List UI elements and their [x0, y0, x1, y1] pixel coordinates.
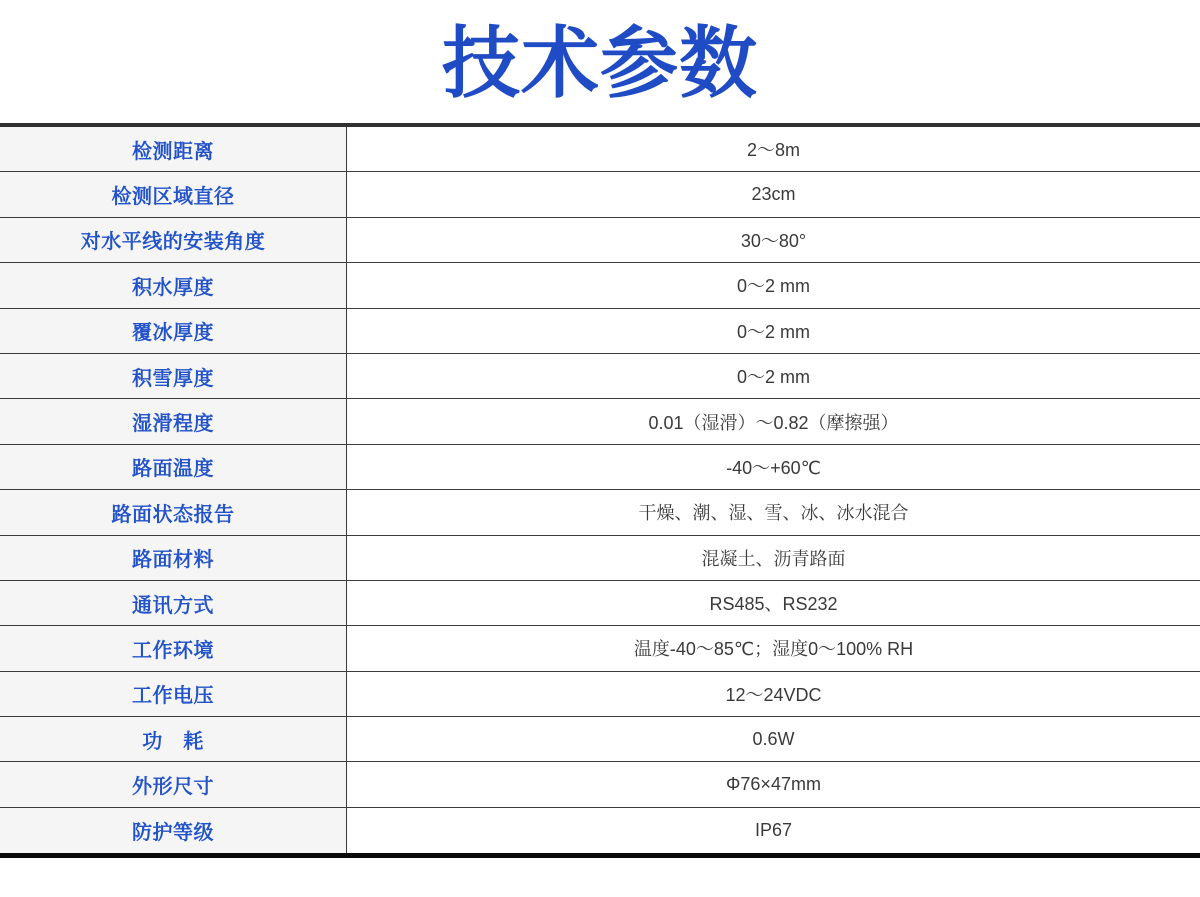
param-value: 12～24VDC	[347, 672, 1200, 716]
param-label: 路面状态报告	[0, 490, 347, 534]
table-row	[0, 218, 1200, 263]
param-value: 2～8m	[347, 127, 1200, 171]
param-value: IP67	[347, 808, 1200, 853]
param-label: 检测距离	[0, 127, 347, 171]
table-row	[0, 309, 1200, 354]
table-row	[0, 263, 1200, 308]
param-value: 0.6W	[347, 717, 1200, 761]
table-row	[0, 399, 1200, 444]
param-label: 防护等级	[0, 808, 347, 853]
param-value: -40～+60℃	[347, 445, 1200, 489]
param-label: 湿滑程度	[0, 399, 347, 443]
table-row	[0, 717, 1200, 762]
table-row	[0, 127, 1200, 172]
param-label: 外形尺寸	[0, 762, 347, 806]
param-label: 路面材料	[0, 536, 347, 580]
param-label: 检测区域直径	[0, 172, 347, 216]
param-value: 0～2 mm	[347, 263, 1200, 307]
table-row	[0, 672, 1200, 717]
param-value: 0～2 mm	[347, 309, 1200, 353]
table-row	[0, 172, 1200, 217]
param-value: 23cm	[347, 172, 1200, 216]
param-value: 0.01（湿滑）～0.82（摩擦强）	[347, 399, 1200, 443]
param-label: 工作环境	[0, 626, 347, 670]
param-value: 干燥、潮、湿、雪、冰、冰水混合	[347, 490, 1200, 534]
param-value: Φ76×47mm	[347, 762, 1200, 806]
page-header	[0, 0, 1200, 123]
table-row	[0, 536, 1200, 581]
param-value: RS485、RS232	[347, 581, 1200, 625]
param-label: 覆冰厚度	[0, 309, 347, 353]
param-value: 混凝土、沥青路面	[347, 536, 1200, 580]
table-row	[0, 354, 1200, 399]
param-value: 30～80°	[347, 218, 1200, 262]
param-label: 积雪厚度	[0, 354, 347, 398]
param-label: 路面温度	[0, 445, 347, 489]
param-label: 工作电压	[0, 672, 347, 716]
table-row	[0, 808, 1200, 853]
table-row	[0, 626, 1200, 671]
spec-table	[0, 123, 1200, 858]
table-row	[0, 445, 1200, 490]
table-row	[0, 490, 1200, 535]
param-label: 通讯方式	[0, 581, 347, 625]
param-label: 对水平线的安装角度	[0, 218, 347, 262]
param-value: 0～2 mm	[347, 354, 1200, 398]
param-label: 积水厚度	[0, 263, 347, 307]
param-value: 温度-40～85℃；湿度0～100% RH	[347, 626, 1200, 670]
table-row	[0, 581, 1200, 626]
table-row	[0, 762, 1200, 807]
page-title: 技术参数	[441, 18, 758, 107]
param-label: 功 耗	[0, 717, 347, 761]
